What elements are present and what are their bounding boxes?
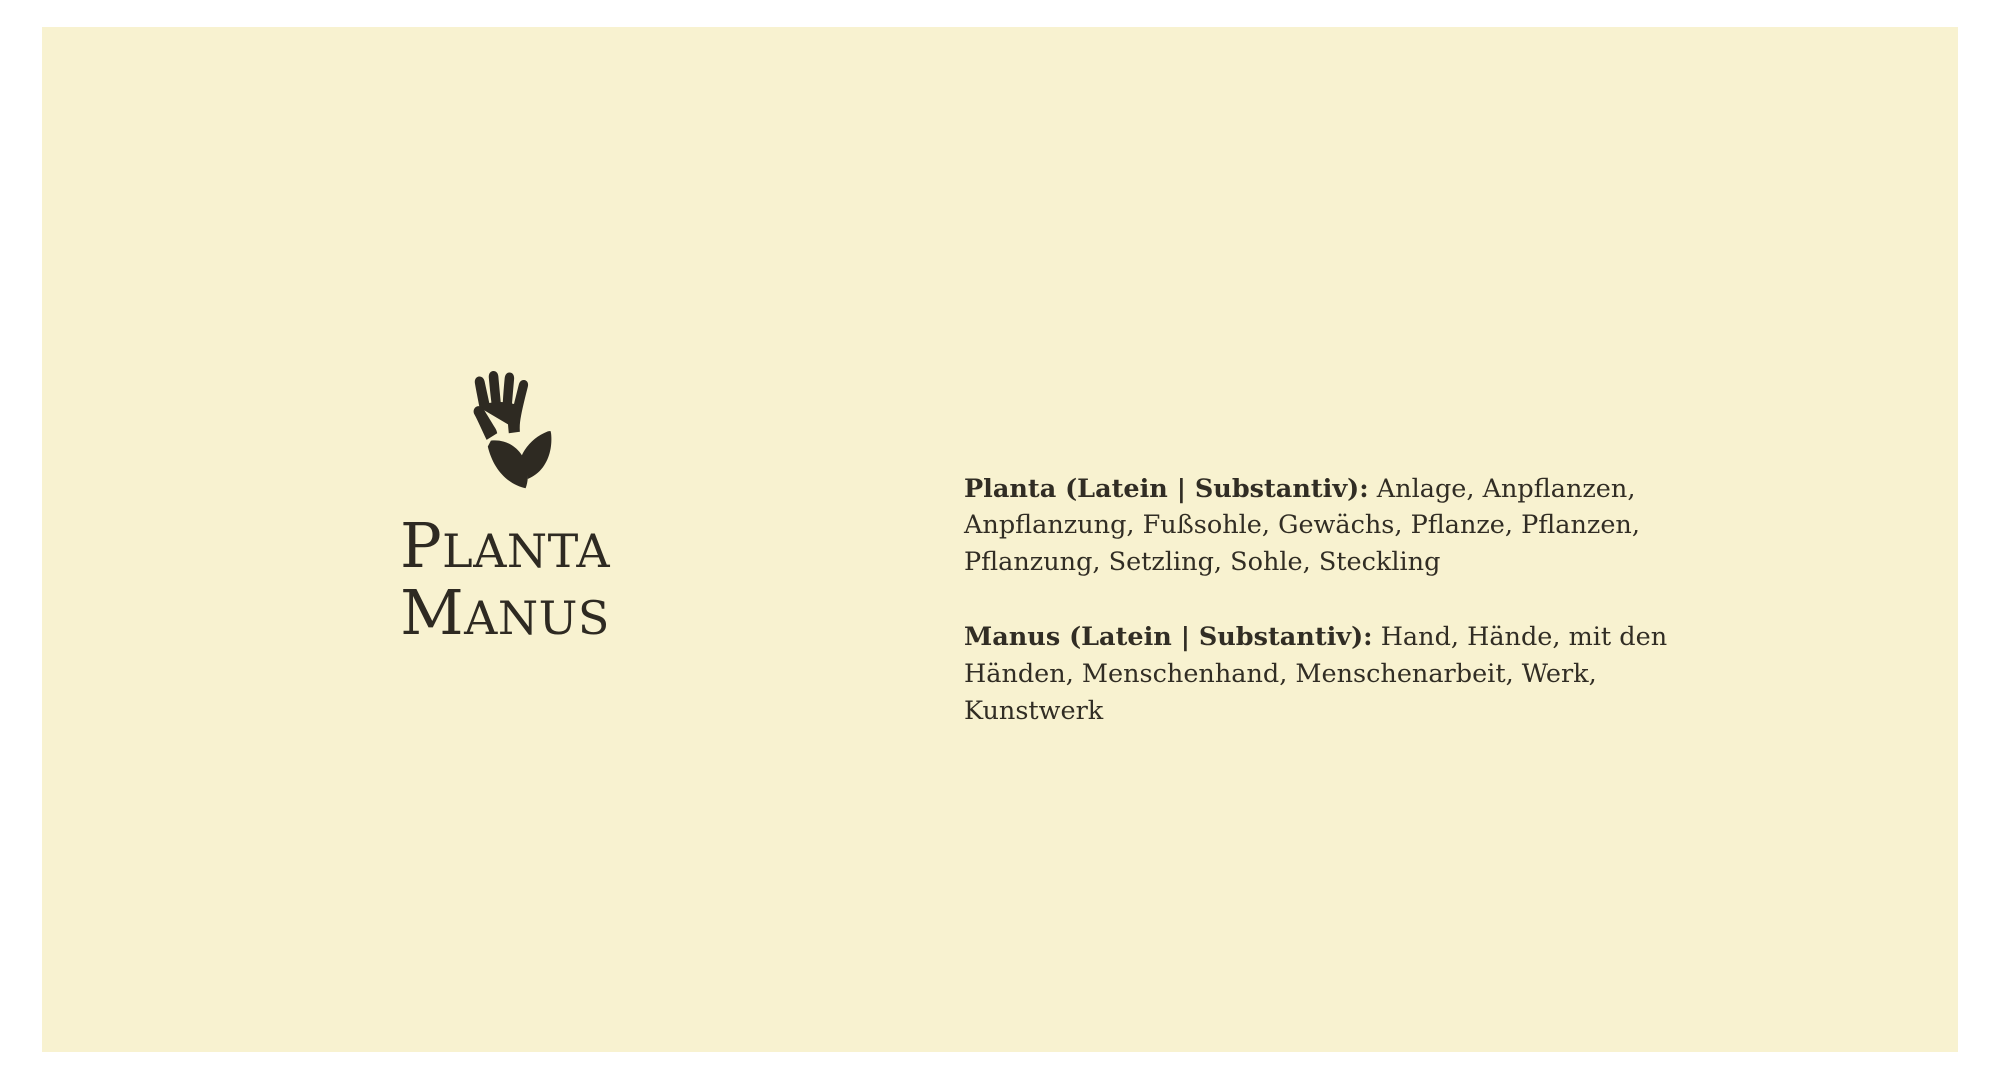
definition-manus-body: Hand, Hände, mit den Händen, Menschenhand, Menschenarbeit, Werk, Kunstwerk xyxy=(964,622,1668,727)
wordmark-line-manus: MANUS xyxy=(400,575,610,649)
hand-with-leaf-icon xyxy=(451,367,559,502)
definition-planta-term: Planta (Latein | Substantiv): xyxy=(964,473,1369,504)
slide-canvas xyxy=(42,27,1958,1052)
definitions-block xyxy=(964,445,1734,730)
logo-block xyxy=(355,367,655,649)
definition-manus-term: Manus (Latein | Substantiv): xyxy=(964,622,1373,653)
definition-planta-body: Anlage, Anpflanzen, Anpflanzung, Fußsohle, Gewächs, Pflanze, Pflanzen, Pflanzung, Setzling, Sohle, Steckling xyxy=(964,473,1640,578)
logo-wordmark xyxy=(399,509,611,649)
definition-manus xyxy=(964,619,1734,730)
definition-planta xyxy=(964,471,1734,582)
wordmark-line-planta: PLANTA xyxy=(399,509,611,582)
